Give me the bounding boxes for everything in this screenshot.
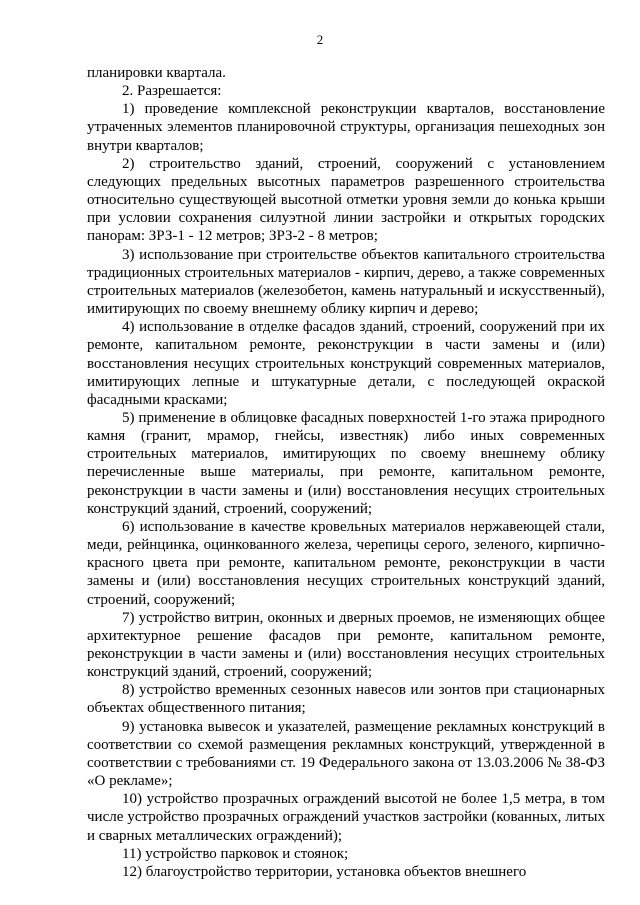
paragraph-item-3: 3) использование при строительстве объектов капитального строительства традиционных строительных материалов - кирпич, дерево, а также современных строительных материалов (железобетон, камень натуральный и искусственный), имитирующих по своему внешнему облику кирпич и дерево; bbox=[87, 246, 605, 318]
document-body bbox=[87, 64, 605, 881]
paragraph-item-6: 6) использование в качестве кровельных материалов нержавеющей стали, меди, рейнцинка, оцинкованного железа, черепицы серого, зеленого, кирпично-красного цвета при ремонте, капитальном ремонте, реконструкции в части замены и (или) восстановления несущих строительных конструкций зданий, строений, сооружений; bbox=[87, 518, 605, 608]
paragraph-item-10: 10) устройство прозрачных ограждений высотой не более 1,5 метра, в том числе устройство прозрачных ограждений участков застройки (кованных, литых и сварных металлических ограждений); bbox=[87, 791, 605, 844]
page-number: 2 bbox=[316, 32, 324, 47]
paragraph-item-1: 1) проведение комплексной реконструкции кварталов, восстановление утраченных элементов планировочной структуры, организация пешеходных зон внутри кварталов; bbox=[87, 101, 605, 154]
paragraph-item-2: 2) строительство зданий, строений, сооружений с установлением следующих предельных высотных параметров разрешенного строительства относительно существующей высотной отметки уровня земли до конька крыши при условии сохранения силуэтной линии застройки и открытых городских панорам: ЗРЗ-1 - 12 метров; ЗРЗ-2 - 8 метров; bbox=[87, 155, 605, 245]
paragraph-item-9: 9) установка вывесок и указателей, размещение рекламных конструкций в соответствии со схемой размещения рекламных конструкций, утвержденной в соответствии с требованиями ст. 19 Федерального закона от 13.03.2006 № 38-ФЗ «О рекламе»; bbox=[87, 718, 605, 790]
paragraph-section-2-heading: 2. Разрешается: bbox=[122, 83, 222, 100]
paragraph-item-11: 11) устройство парковок и стоянок; bbox=[122, 845, 349, 862]
paragraph-continuation: планировки квартала. bbox=[87, 65, 226, 81]
paragraph-item-4: 4) использование в отделке фасадов зданий, строений, сооружений при их ремонте, капитальном ремонте, реконструкции в части замены и (или) восстановления несущих строительных конструкций современных материалов, имитирующих лепные и штукатурные детали, с последующей окраской фасадными красками; bbox=[87, 319, 605, 408]
paragraph-item-5: 5) применение в облицовке фасадных поверхностей 1-го этажа природного камня (гранит, мрамор, гнейсы, известняк) либо иных современных строительных материалов, имитирующих по своему внешнему облику перечисленные выше материалы, при ремонте, капитальном ремонте, реконструкции в части замены и (или) восстановления несущих строительных конструкций зданий, строений, сооружений; bbox=[87, 409, 605, 517]
paragraph-item-12: 12) благоустройство территории, установка объектов внешнего bbox=[122, 863, 527, 880]
paragraph-item-7: 7) устройство витрин, оконных и дверных проемов, не изменяющих общее архитектурное решение фасадов при ремонте, капитальном ремонте, реконструкции в части замены и (или) восстановления несущих строительных конструкций зданий, строений, сооружений; bbox=[87, 609, 605, 681]
paragraph-item-8: 8) устройство временных сезонных навесов или зонтов при стационарных объектах общественного питания; bbox=[87, 682, 605, 717]
